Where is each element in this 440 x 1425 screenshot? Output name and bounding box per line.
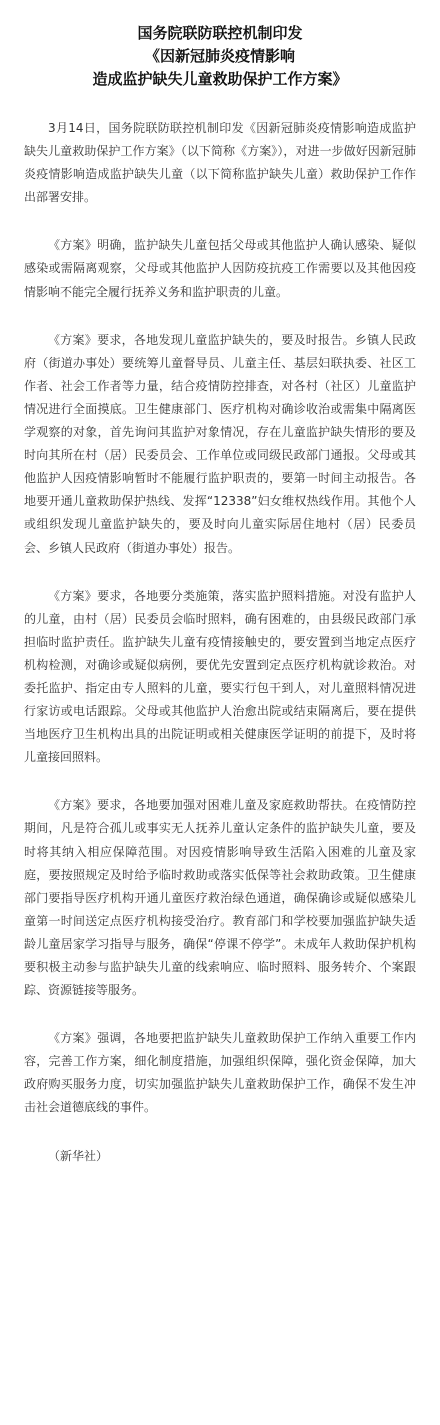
- paragraph-assistance: 《方案》要求，各地要加强对困难儿童及家庭救助帮扶。在疫情防控期间，凡是符合孤儿或事实无人抚养儿童认定条件的监护缺失儿童，要及时将其纳入相应保障范围。对因疫情影响导致生活陷入困难的儿童及家庭，要按照规定及时给予临时救助或落实低保等社会救助政策。卫生健康部门要指导医疗机构开通儿童医疗救治绿色通道，确保确诊或疑似感染儿童第一时间送定点医疗机构接受治疗。教育部门和学校要加强监护缺失适龄儿童居家学习指导与服务，确保“停课不停学”。未成年人救助保护机构要积极主动参与监护缺失儿童的线索响应、临时照料、服务转介、个案跟踪、资源链接等服务。: [24, 798, 416, 998]
- paragraph-definition: 《方案》明确，监护缺失儿童包括父母或其他监护人确认感染、疑似感染或需隔离观察，父母或其他监护人因防疫抗疫工作需要以及其他因疫情影响不能完全履行抚养义务和监护职责的儿童。: [24, 238, 416, 299]
- article-source: （新华社）: [48, 1148, 109, 1163]
- paragraph-care-measures: 《方案》要求，各地要分类施策，落实监护照料措施。对没有监护人的儿童，由村（居）民委员会临时照料，确有困难的，由县级民政部门承担临时监护责任。监护缺失儿童有疫情接触史的，要安置到当地定点医疗机构检测，对确诊或疑似病例，要优先安置到定点医疗机构就诊救治。对委托监护、指定由专人照料的儿童，要实行包干到人，对儿童照料情况进行家访或电话跟踪。父母或其他监护人治愈出院或结束隔离后，要在提供当地医疗卫生机构出具的出院证明或相关健康医学证明的前提下，及时将儿童接回照料。: [24, 588, 416, 765]
- title-line-3: 造成监护缺失儿童救助保护工作方案》: [92, 70, 348, 88]
- paragraph-reporting: 《方案》要求，各地发现儿童监护缺失的，要及时报告。乡镇人民政府（街道办事处）要统筹儿童督导员、儿童主任、基层妇联执委、社区工作者、社会工作者等力量，结合疫情防控排查，对各村（社区）儿童监护情况进行全面摸底。卫生健康部门、医疗机构对确诊收治或需集中隔离医学观察的对象，首先询问其监护对象情况，存在儿童监护缺失情形的要及时向其所在村（居）民委员会、工作单位或同级民政部门通报。父母或其他监护人因疫情影响暂时不能履行监护职责的，要第一时间主动报告。各地要开通儿童救助保护热线、发挥“12338”妇女维权热线作用。其他个人或组织发现儿童监护缺失的，要及时向儿童实际居住地村（居）民委员会、乡镇人民政府（街道办事处）报告。: [24, 332, 416, 555]
- paragraph-emphasis: 《方案》强调，各地要把监护缺失儿童救助保护工作纳入重要工作内容，完善工作方案，细化制度措施，加强组织保障，强化资金保障，加大政府购买服务力度，切实加强监护缺失儿童救助保护工作，确保不发生冲击社会道德底线的事件。: [24, 1031, 416, 1115]
- article-title: [24, 22, 416, 91]
- title-line-1: 国务院联防联控机制印发: [137, 24, 303, 42]
- title-line-2: 《因新冠肺炎疫情影响: [144, 47, 295, 65]
- paragraph-intro: 3月14日，国务院联防联控机制印发《因新冠肺炎疫情影响造成监护缺失儿童救助保护工作方案》（以下简称《方案》），对进一步做好因新冠肺炎疫情影响造成监护缺失儿童（以下简称监护缺失儿童）救助保护工作作出部署安排。: [24, 121, 416, 205]
